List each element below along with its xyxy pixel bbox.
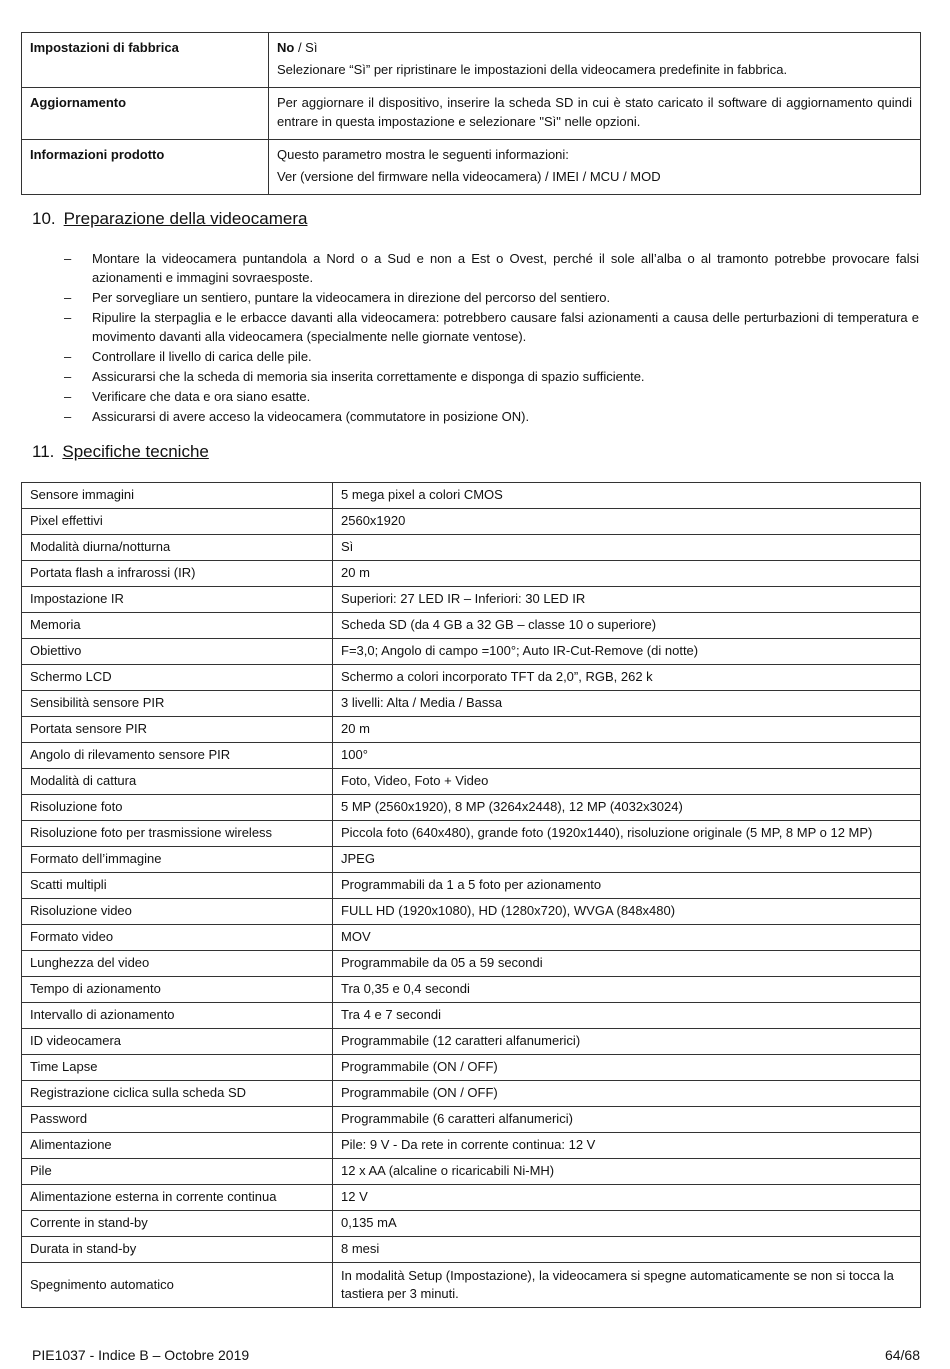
spec-value: 0,135 mA (333, 1211, 921, 1237)
table-row (22, 1159, 921, 1185)
table-row (22, 847, 921, 873)
setting-name: Aggiornamento (22, 88, 269, 139)
spec-name: Angolo di rilevamento sensore PIR (22, 743, 333, 769)
spec-name: Tempo di azionamento (22, 977, 333, 1003)
spec-value: Programmabile da 05 a 59 secondi (333, 951, 921, 977)
table-row (22, 1211, 921, 1237)
spec-value: FULL HD (1920x1080), HD (1280x720), WVGA (848x480) (333, 899, 921, 925)
setting-name: Informazioni prodotto (22, 139, 269, 194)
table-row (22, 1055, 921, 1081)
spec-value: Programmabile (ON / OFF) (333, 1055, 921, 1081)
option-selected: No (277, 40, 295, 55)
list-item-text: Montare la videocamera puntandola a Nord o a Sud e non a Est o Ovest, perché il sole all’alba o al tramonto potrebbe provocare falsi azionamenti e immagini sovraesposte. (92, 251, 919, 285)
spec-name: Formato video (22, 925, 333, 951)
table-row (22, 873, 921, 899)
table-row (22, 795, 921, 821)
table-row (22, 1133, 921, 1159)
table-row (22, 925, 921, 951)
spec-name: Time Lapse (22, 1055, 333, 1081)
list-item (22, 249, 919, 287)
spec-value: F=3,0; Angolo di campo =100°; Auto IR-Cut-Remove (di notte) (333, 639, 921, 665)
spec-value: 20 m (333, 561, 921, 587)
table-row (22, 561, 921, 587)
dash-bullet: – (64, 290, 72, 305)
list-item-text: Assicurarsi che la scheda di memoria sia inserita correttamente e disponga di spazio sufficiente. (92, 369, 645, 384)
spec-value: Pile: 9 V - Da rete in corrente continua: 12 V (333, 1133, 921, 1159)
spec-name: ID videocamera (22, 1029, 333, 1055)
preparation-list (22, 249, 919, 427)
table-row (22, 139, 921, 194)
spec-name: Modalità diurna/notturna (22, 535, 333, 561)
document-reference: PIE1037 - Indice B – Octobre 2019 (32, 1347, 250, 1363)
page-footer (32, 1346, 920, 1366)
spec-value: In modalità Setup (Impostazione), la videocamera si spegne automaticamente se non si tocca la tastiera per 3 minuti. (333, 1263, 921, 1308)
section-title: Specifiche tecniche (62, 442, 209, 461)
table-row (22, 639, 921, 665)
table-row (22, 613, 921, 639)
spec-name: Durata in stand-by (22, 1237, 333, 1263)
settings-table (21, 32, 921, 195)
spec-value: 20 m (333, 717, 921, 743)
list-item (22, 347, 919, 366)
spec-name: Risoluzione video (22, 899, 333, 925)
spec-value: 12 x AA (alcaline o ricaricabili Ni-MH) (333, 1159, 921, 1185)
table-row (22, 1237, 921, 1263)
section-number: 10. (32, 209, 56, 228)
table-row (22, 33, 921, 88)
dash-bullet: – (64, 251, 72, 266)
section-heading-preparation (32, 207, 307, 231)
spec-value: 5 mega pixel a colori CMOS (333, 483, 921, 509)
spec-name: Impostazione IR (22, 587, 333, 613)
spec-name: Sensibilità sensore PIR (22, 691, 333, 717)
spec-name: Registrazione ciclica sulla scheda SD (22, 1081, 333, 1107)
list-item-text: Ripulire la sterpaglia e le erbacce davanti alla videocamera: potrebbero causare falsi azionamenti a causa delle perturbazioni di temperatura e movimento davanti alla videocamera (specialmente nelle giornate ventose). (92, 310, 919, 344)
spec-name: Formato dell’immagine (22, 847, 333, 873)
table-row (22, 88, 921, 139)
spec-name: Risoluzione foto per trasmissione wireless (22, 821, 333, 847)
table-row (22, 535, 921, 561)
section-heading-specs (32, 440, 209, 464)
section-number: 11. (32, 442, 55, 461)
dash-bullet: – (64, 409, 72, 424)
spec-value: Superiori: 27 LED IR – Inferiori: 30 LED IR (333, 587, 921, 613)
setting-options (277, 39, 912, 57)
setting-description (269, 88, 921, 139)
option-other: / Sì (294, 40, 318, 55)
table-row (22, 483, 921, 509)
spec-name: Modalità di cattura (22, 769, 333, 795)
setting-text: Per aggiornare il dispositivo, inserire la scheda SD in cui è stato caricato il software di aggiornamento quindi entrare in questa impostazione e selezionare "Sì" nelle opzioni. (277, 95, 912, 129)
table-row (22, 899, 921, 925)
spec-name: Sensore immagini (22, 483, 333, 509)
table-row (22, 1003, 921, 1029)
table-row (22, 587, 921, 613)
list-item (22, 288, 919, 307)
spec-value: 3 livelli: Alta / Media / Bassa (333, 691, 921, 717)
spec-value: 100° (333, 743, 921, 769)
spec-name: Password (22, 1107, 333, 1133)
table-row (22, 821, 921, 847)
table-row (22, 665, 921, 691)
setting-text: Selezionare “Sì” per ripristinare le impostazioni della videocamera predefinite in fabbrica. (277, 62, 788, 78)
spec-value: Scheda SD (da 4 GB a 32 GB – classe 10 o superiore) (333, 613, 921, 639)
table-row (22, 1107, 921, 1133)
table-row (22, 1029, 921, 1055)
dash-bullet: – (64, 310, 72, 325)
spec-name: Risoluzione foto (22, 795, 333, 821)
spec-value: JPEG (333, 847, 921, 873)
spec-value: Sì (333, 535, 921, 561)
table-row (22, 1185, 921, 1211)
setting-description (269, 139, 921, 194)
table-row (22, 743, 921, 769)
dash-bullet: – (64, 389, 72, 404)
spec-name: Schermo LCD (22, 665, 333, 691)
spec-value: 2560x1920 (333, 509, 921, 535)
spec-name: Memoria (22, 613, 333, 639)
spec-name: Lunghezza del video (22, 951, 333, 977)
setting-text: Questo parametro mostra le seguenti informazioni: (277, 146, 569, 162)
table-row (22, 977, 921, 1003)
spec-name: Alimentazione (22, 1133, 333, 1159)
list-item-text: Per sorvegliare un sentiero, puntare la videocamera in direzione del percorso del sentiero. (92, 290, 611, 305)
table-row (22, 951, 921, 977)
spec-value: Schermo a colori incorporato TFT da 2,0”, RGB, 262 k (333, 665, 921, 691)
setting-name: Impostazioni di fabbrica (22, 33, 269, 88)
table-row (22, 509, 921, 535)
page-number: 64/68 (884, 1347, 920, 1363)
spec-value: MOV (333, 925, 921, 951)
spec-value: Tra 4 e 7 secondi (333, 1003, 921, 1029)
table-row (22, 1263, 921, 1308)
spec-name: Obiettivo (22, 639, 333, 665)
spec-name: Spegnimento automatico (22, 1263, 333, 1308)
spec-value: Programmabile (6 caratteri alfanumerici) (333, 1107, 921, 1133)
spec-name: Portata flash a infrarossi (IR) (22, 561, 333, 587)
spec-value: Programmabili da 1 a 5 foto per azionamento (333, 873, 921, 899)
spec-value: Programmabile (ON / OFF) (333, 1081, 921, 1107)
spec-name: Pixel effettivi (22, 509, 333, 535)
list-item (22, 308, 919, 346)
specs-table (21, 482, 921, 1308)
list-item-text: Assicurarsi di avere acceso la videocamera (commutatore in posizione ON). (92, 409, 530, 424)
list-item (22, 387, 919, 406)
spec-value: Foto, Video, Foto + Video (333, 769, 921, 795)
spec-name: Scatti multipli (22, 873, 333, 899)
spec-name: Intervallo di azionamento (22, 1003, 333, 1029)
list-item (22, 367, 919, 386)
spec-name: Alimentazione esterna in corrente continua (22, 1185, 333, 1211)
table-row (22, 769, 921, 795)
setting-text: Ver (versione del firmware nella videocamera) / IMEI / MCU / MOD (277, 168, 661, 184)
setting-description (269, 33, 921, 88)
spec-value: Programmabile (12 caratteri alfanumerici) (333, 1029, 921, 1055)
spec-value: Piccola foto (640x480), grande foto (1920x1440), risoluzione originale (5 MP, 8 MP o 12 MP) (333, 821, 921, 847)
section-title: Preparazione della videocamera (63, 209, 308, 228)
spec-value: 12 V (333, 1185, 921, 1211)
table-row (22, 691, 921, 717)
spec-value: 8 mesi (333, 1237, 921, 1263)
spec-name: Corrente in stand-by (22, 1211, 333, 1237)
spec-value: Tra 0,35 e 0,4 secondi (333, 977, 921, 1003)
table-row (22, 1081, 921, 1107)
list-item-text: Verificare che data e ora siano esatte. (92, 389, 311, 404)
dash-bullet: – (64, 369, 72, 384)
list-item (22, 407, 919, 426)
spec-name: Portata sensore PIR (22, 717, 333, 743)
list-item-text: Controllare il livello di carica delle pile. (92, 349, 312, 364)
spec-name: Pile (22, 1159, 333, 1185)
dash-bullet: – (64, 349, 72, 364)
table-row (22, 717, 921, 743)
spec-value: 5 MP (2560x1920), 8 MP (3264x2448), 12 MP (4032x3024) (333, 795, 921, 821)
